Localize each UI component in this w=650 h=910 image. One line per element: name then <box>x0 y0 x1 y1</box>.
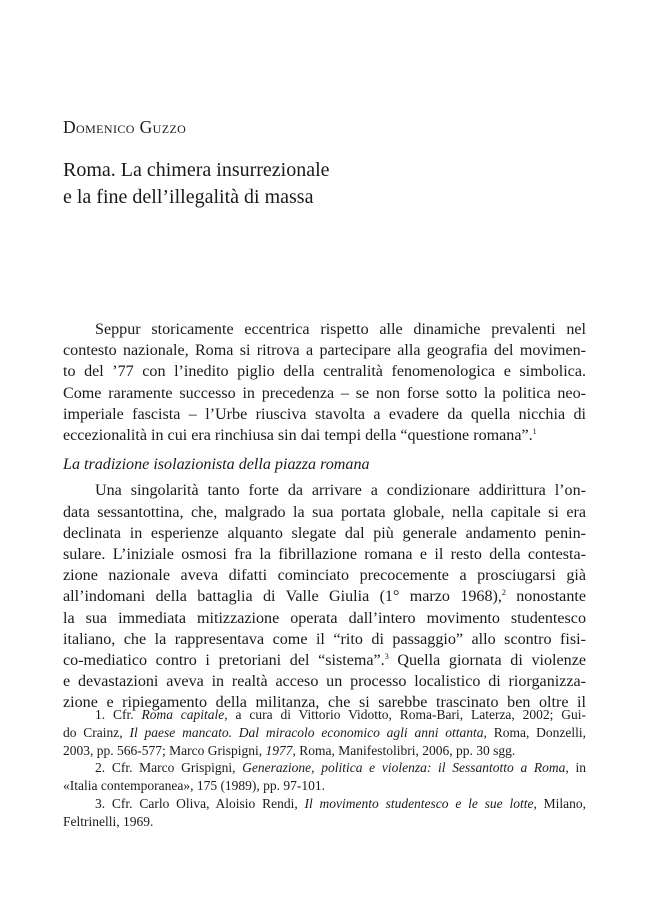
text-line: imperiale fascista – l’Urbe riusciva stavolta a evadere da quella nicchia di <box>63 405 586 423</box>
text-span: 2003, pp. 566-577; Marco Grispigni, <box>63 742 266 758</box>
text-line <box>63 425 586 446</box>
text-span: , in <box>565 760 586 776</box>
text-line <box>63 586 586 607</box>
footnote-line <box>63 742 586 760</box>
text-span: , Milano, <box>533 795 586 811</box>
text-span: co-mediatico contro i pretoriani del “sistema”. <box>63 652 385 670</box>
text-span: Il paese mancato. Dal miracolo economico agli anni ottanta <box>129 724 484 740</box>
footnote-2 <box>63 759 586 777</box>
chapter-title <box>63 157 583 211</box>
text-span: all’indomani della battaglia di Valle Giulia (1° marzo 1968), <box>63 588 502 606</box>
footnote-1 <box>63 706 586 724</box>
title-line: Roma. La chimera insurrezionale <box>63 159 330 181</box>
footnote-marker[interactable]: 1 <box>532 427 537 437</box>
text-line: italiano, che la rappresentava come il “rito di passaggio” allo scontro fisi- <box>63 630 586 648</box>
body-text <box>63 319 586 714</box>
text-span: do Crainz, <box>63 724 130 740</box>
text-span: , Roma, Donzelli, <box>483 724 587 740</box>
text-span: , Roma, Manifestolibri, 2006, pp. 30 sgg. <box>292 742 516 758</box>
footnote-marker[interactable]: 2 <box>501 588 506 598</box>
text-span: Quella giornata di violenze <box>388 652 586 670</box>
text-line: sulare. L’iniziale osmosi fra la fibrillazione romana e il resto della contesta- <box>63 546 586 564</box>
text-line: Una singolarità tanto forte da arrivare a condizionare addirittura l’on- <box>95 482 586 500</box>
text-line: to del ’77 con l’inedito piglio della centralità fenomenologica e simbolica. <box>63 363 586 381</box>
footnote-marker[interactable]: 3 <box>384 652 389 662</box>
text-line: data sessantottina, che, malgrado la sua portata globale, nella capitale si era <box>63 503 586 521</box>
text-span: nonostante <box>505 588 586 606</box>
footnote-3 <box>63 795 586 813</box>
text-span: Roma capitale <box>141 707 225 722</box>
text-line: zione nazionale aveva difatti cominciato precocemente a prosciugarsi già <box>63 567 586 585</box>
text-span: 2. Cfr. Marco Grispigni, <box>95 760 243 776</box>
text-span: eccezionalità in cui era rinchiusa sin dai tempi della “questione romana”. <box>63 427 533 445</box>
text-span: Il movimento studentesco e le sue lotte <box>304 795 534 811</box>
title-line: e la fine dell’illegalità di massa <box>63 186 314 208</box>
text-span: 1. Cfr. <box>95 707 142 722</box>
text-span: , a cura di Vittorio Vidotto, Roma-Bari, Laterza, 2002; Gui- <box>224 707 586 722</box>
footnote-line <box>63 724 586 742</box>
footnotes <box>63 706 586 831</box>
text-span: Generazione, politica e violenza: il Sessantotto a Roma <box>242 760 566 776</box>
text-line: zione e ripiegamento della militanza, che si sarebbe trascinato ben oltre il <box>63 694 586 712</box>
text-line: contesto nazionale, Roma si ritrova a partecipare alla geografia del movimen- <box>63 342 586 360</box>
text-line <box>63 650 586 671</box>
text-line: Seppur storicamente eccentrica rispetto alle dinamiche prevalenti nel <box>95 321 586 338</box>
footnote-line: Feltrinelli, 1969. <box>63 813 154 829</box>
footnote-line: «Italia contemporanea», 175 (1989), pp. 97-101. <box>63 778 326 794</box>
section-heading: La tradizione isolazionista della piazza romana <box>63 456 370 474</box>
text-line: la sua immediata mitizzazione operata dall’intero movimento studentesco <box>63 609 586 627</box>
text-line: declinata in esperienze alquanto slegate dal più generale andamento penin- <box>63 524 586 542</box>
text-span: 3. Cfr. Carlo Oliva, Aloisio Rendi, <box>95 795 305 811</box>
text-line: e devastazioni aveva in realtà acceso un processo localistico di riorganizza- <box>63 673 586 691</box>
author-name: Domenico Guzzo <box>63 117 187 137</box>
text-span: 1977 <box>265 742 293 758</box>
text-line: Come raramente successo in precedenza – se non forse sotto la politica neo- <box>63 384 586 402</box>
